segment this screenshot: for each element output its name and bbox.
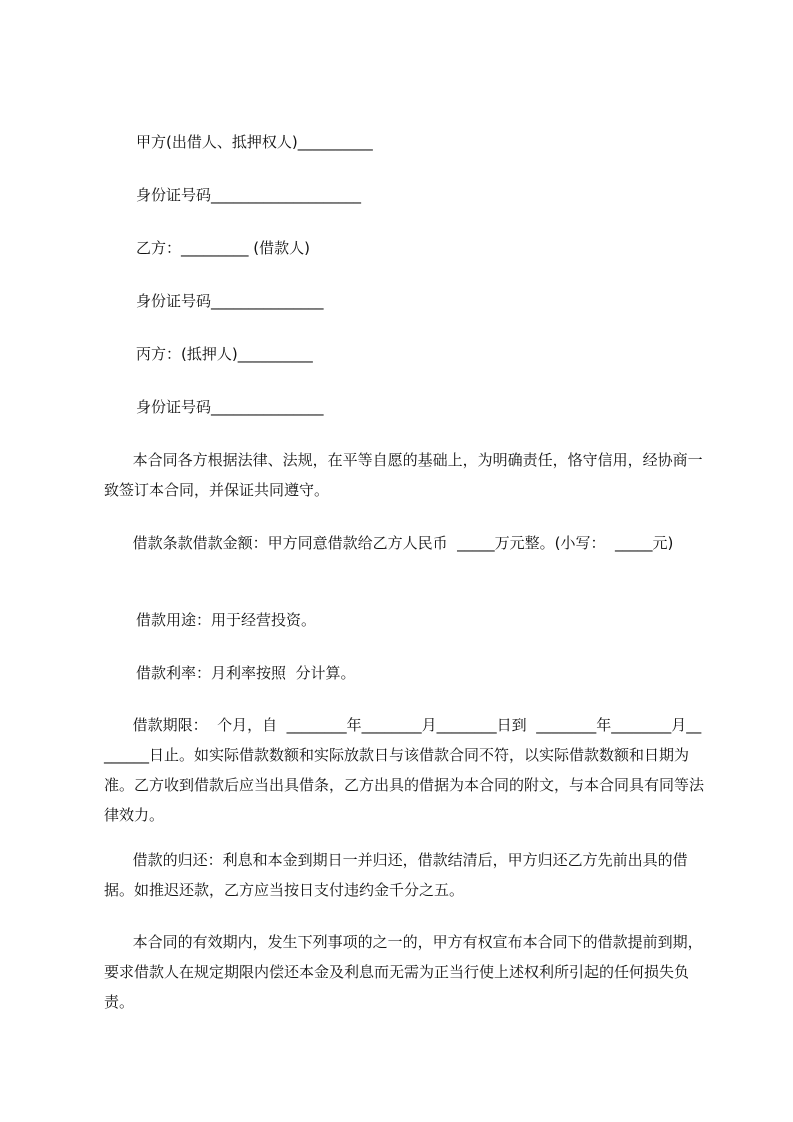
purpose-line: 借款用途：用于经营投资。 (136, 611, 317, 629)
preamble-paragraph: 本合同各方根据法律、法规，在平等自愿的基础上，为明确责任，恪守信用，经协商一致签订本合同，并保证共同遵守。 (104, 451, 703, 499)
party-c-line: 丙方：(抵押人)__________ (136, 345, 313, 363)
party-c-id-line: 身份证号码_______________ (136, 398, 324, 416)
party-b-line: 乙方：_________ (借款人) (136, 239, 310, 257)
party-b-id-line: 身份证号码_______________ (136, 292, 324, 310)
amount-paragraph: 借款条款借款金额：甲方同意借款给乙方人民币 _____万元整。(小写： _____元) (104, 534, 674, 552)
acceleration-paragraph: 本合同的有效期内，发生下列事项的之一的，甲方有权宣布本合同下的借款提前到期，要求借款人在规定期限内偿还本金及利息而无需为正当行使上述权利所引起的任何损失负责。 (104, 933, 703, 1011)
party-a-id-line: 身份证号码____________________ (136, 186, 362, 204)
interest-line: 借款利率：月利率按照 分计算。 (136, 664, 356, 682)
party-a-line: 甲方(出借人、抵押权人)__________ (136, 133, 373, 151)
term-paragraph: 借款期限： 个月，自 ________年________月________日到 ________年________月________日止。如实际借款数额和实际放款日与该借款合同不符，以实际借款数额和日期为准。乙方收到借款后应当出具借条，乙方出具的借据为本合同的附文，与本合同具有同等法律效力。 (104, 716, 705, 824)
repayment-paragraph: 借款的归还：利息和本金到期日一并归还，借款结清后，甲方归还乙方先前出具的借据。如推迟还款，乙方应当按日支付违约金千分之五。 (104, 851, 688, 899)
